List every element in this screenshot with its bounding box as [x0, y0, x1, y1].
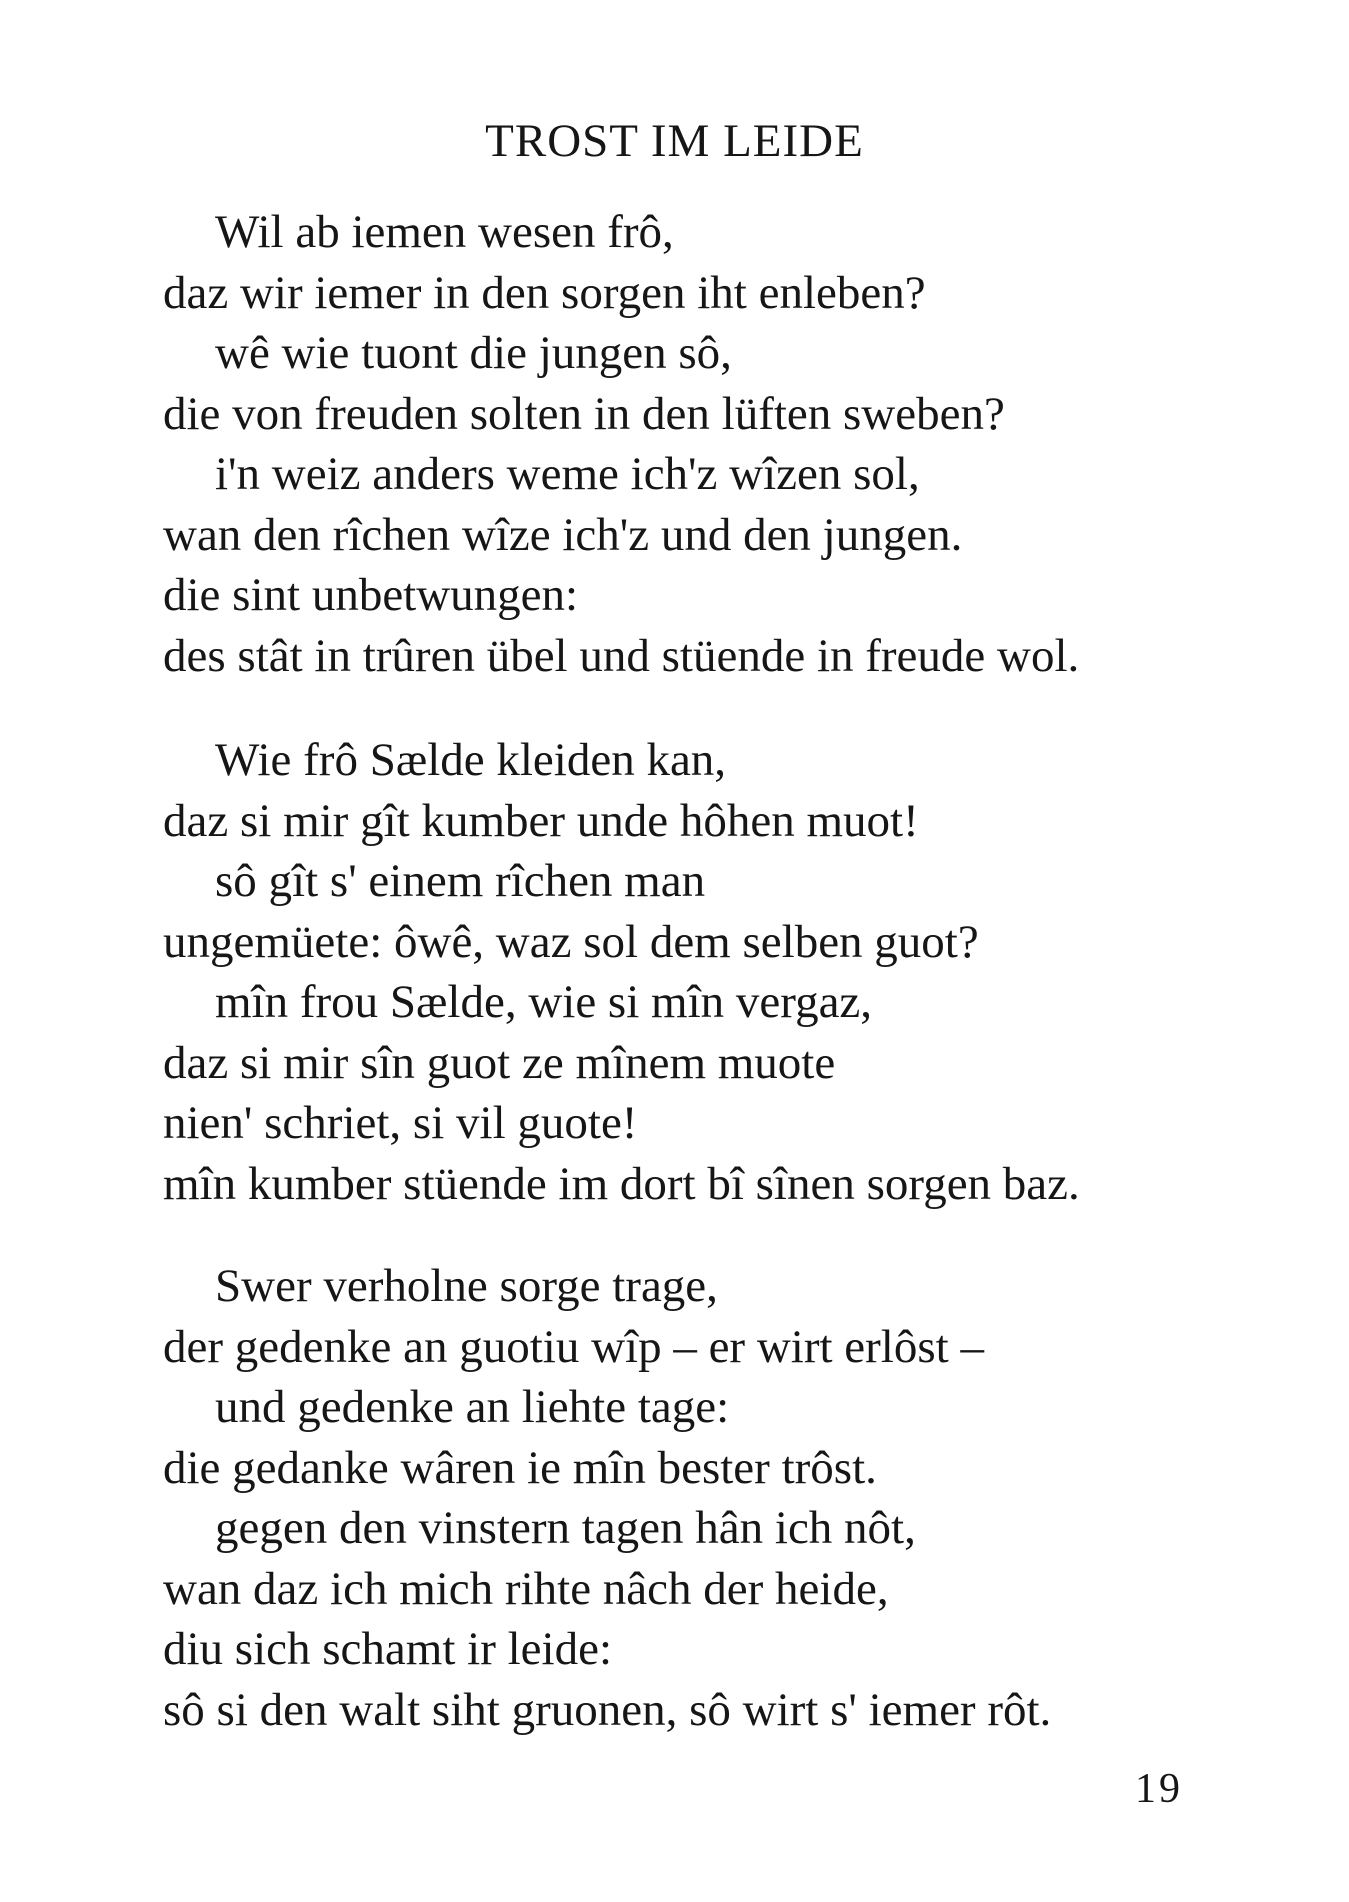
verse-line: mîn kumber stüende im dort bî sînen sorgen baz.: [163, 1157, 1080, 1210]
stanza-3: [163, 1256, 1051, 1740]
verse-line: diu sich schamt ir leide:: [163, 1623, 613, 1675]
verse-line: ungemüete: ôwê, waz sol dem selben guot?: [163, 915, 979, 968]
stanza-1: [163, 202, 1079, 686]
verse-line: daz si mir gît kumber unde hôhen muot!: [163, 794, 919, 847]
verse-line: Wie frô Sælde kleiden kan,: [215, 734, 727, 786]
verse-line: die gedanke wâren ie mîn bester trôst.: [163, 1441, 877, 1494]
verse-line: nien' schriet, si vil guote!: [163, 1097, 638, 1149]
poem-title: TROST IM LEIDE: [485, 115, 864, 167]
verse-line: wan den rîchen wîze ich'z und den jungen.: [163, 508, 963, 561]
verse-line: i'n weiz anders weme ich'z wîzen sol,: [215, 448, 920, 500]
verse-line: die von freuden solten in den lüften sweben?: [163, 387, 1005, 440]
verse-line: sô gît s' einem rîchen man: [215, 855, 706, 907]
page-number: 19: [1135, 1766, 1183, 1812]
verse-line: der gedenke an guotiu wîp – er wirt erlôst –: [163, 1320, 984, 1373]
verse-line: wê wie tuont die jungen sô,: [215, 327, 732, 379]
verse-line: daz si mir sîn guot ze mînem muote: [163, 1036, 836, 1089]
verse-line: wan daz ich mich rihte nâch der heide,: [163, 1562, 889, 1615]
verse-line: mîn frou Sælde, wie si mîn vergaz,: [215, 976, 873, 1028]
verse-line: daz wir iemer in den sorgen iht enleben?: [163, 266, 926, 319]
verse-line: die sint unbetwungen:: [163, 569, 579, 621]
stanza-2: [163, 730, 1080, 1214]
verse-line: des stât in trûren übel und stüende in freude wol.: [163, 629, 1080, 682]
verse-line: Wil ab iemen wesen frô,: [215, 206, 674, 258]
verse-line: gegen den vinstern tagen hân ich nôt,: [215, 1502, 916, 1554]
verse-line: sô si den walt siht gruonen, sô wirt s' iemer rôt.: [163, 1683, 1052, 1736]
verse-line: und gedenke an liehte tage:: [215, 1381, 730, 1433]
verse-line: Swer verholne sorge trage,: [215, 1260, 718, 1312]
